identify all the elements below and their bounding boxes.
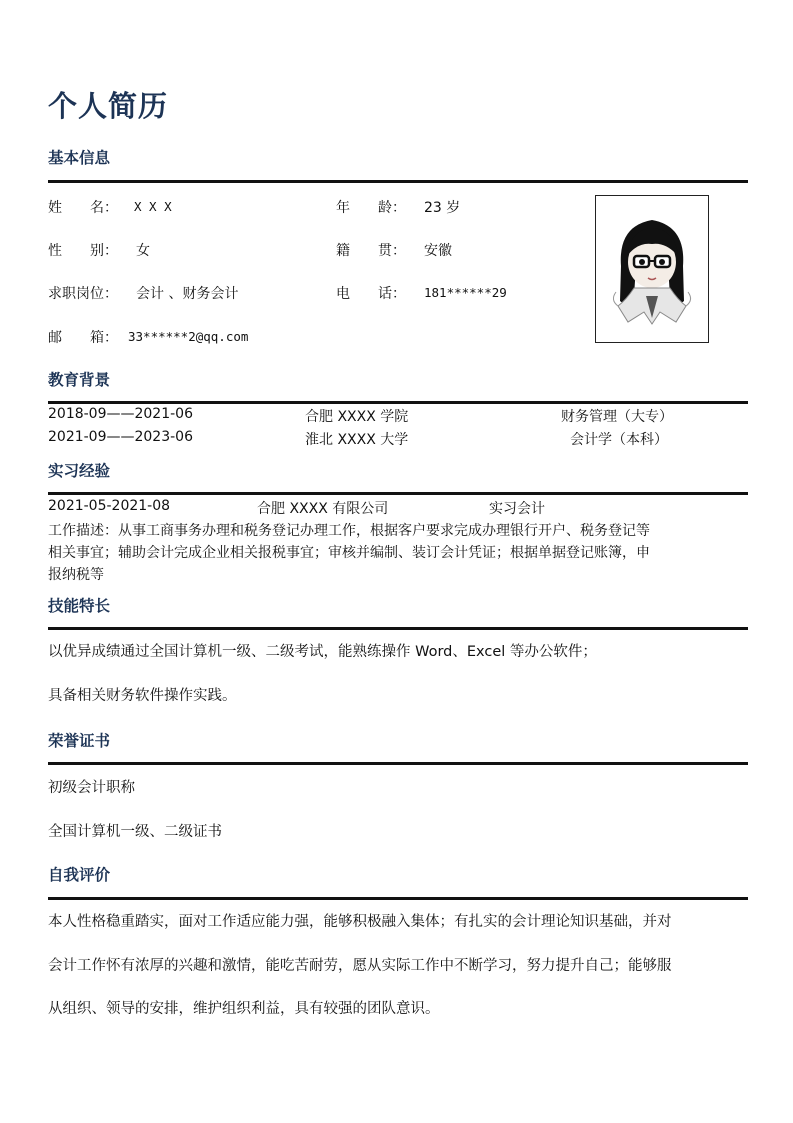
age-label: 年 龄： [336, 200, 406, 216]
intern-period: 2021-05-2021-08 [48, 498, 171, 514]
section-title-self-eval: 自我评价 [48, 866, 111, 884]
section-title-honors: 荣誉证书 [48, 732, 111, 750]
section-title-basic: 基本信息 [48, 149, 111, 167]
edu-1-period: 2018-09——2021-06 [48, 406, 193, 422]
intern-position: 实习会计 [489, 501, 545, 517]
section-rule-internship [48, 492, 748, 495]
intern-desc-line-3: 报纳税等 [48, 567, 104, 583]
intern-desc-line-2: 相关事宜；辅助会计完成企业相关报税事宜；审核并编制、装订会计凭证；根据单据登记账簿，申 [48, 545, 650, 561]
phone-value: 181******29 [424, 285, 507, 300]
section-title-skills: 技能特长 [48, 597, 111, 615]
self-eval-line-2: 会计工作怀有浓厚的兴趣和激情，能吃苦耐劳，愿从实际工作中不断学习，努力提升自己；能够服 [48, 958, 672, 974]
email-label: 邮 箱： [48, 330, 118, 346]
phone-label: 电 话： [336, 286, 406, 302]
edu-2-school: 淮北 XXXX 大学 [305, 432, 409, 448]
email-value: 33******2@qq.com [128, 329, 249, 344]
age-value: 23 岁 [424, 200, 461, 216]
section-title-internship: 实习经验 [48, 462, 111, 480]
intern-company: 合肥 XXXX 有限公司 [257, 501, 389, 517]
edu-1-school: 合肥 XXXX 学院 [305, 409, 409, 425]
edu-2-major: 会计学（本科） [570, 432, 668, 448]
honor-item-2: 全国计算机一级、二级证书 [48, 824, 222, 840]
section-rule-basic [48, 180, 748, 183]
avatar-cartoon-girl-with-glasses-icon [596, 196, 708, 342]
section-rule-education [48, 401, 748, 404]
gender-label: 性 别： [48, 243, 118, 259]
self-eval-line-3: 从组织、领导的安排，维护组织利益，具有较强的团队意识。 [48, 1001, 440, 1017]
intern-desc-line-1: 工作描述：从事工商事务办理和税务登记办理工作，根据客户要求完成办理银行开户、税务登记等 [48, 523, 650, 539]
job-value: 会计 、财务会计 [136, 286, 239, 302]
edu-1-major: 财务管理（大专） [561, 409, 673, 425]
profile-photo [595, 195, 709, 343]
section-rule-skills [48, 627, 748, 630]
section-rule-self-eval [48, 897, 748, 900]
gender-value: 女 [136, 243, 150, 259]
honor-item-1: 初级会计职称 [48, 780, 135, 796]
edu-2-period: 2021-09——2023-06 [48, 429, 193, 445]
origin-label: 籍 贯： [336, 243, 406, 259]
skill-item-2: 具备相关财务软件操作实践。 [48, 688, 237, 704]
self-eval-line-1: 本人性格稳重踏实，面对工作适应能力强，能够积极融入集体；有扎实的会计理论知识基础，并对 [48, 914, 672, 930]
resume-title: 个人简历 [48, 89, 169, 123]
name-label: 姓 名： [48, 200, 118, 216]
skill-item-1: 以优异成绩通过全国计算机一级、二级考试，能熟练操作 Word、Excel 等办公软件； [48, 644, 597, 660]
section-title-education: 教育背景 [48, 371, 111, 389]
origin-value: 安徽 [424, 243, 452, 259]
name-value: X X X [134, 199, 172, 214]
job-label: 求职岗位： [48, 286, 118, 302]
section-rule-honors [48, 762, 748, 765]
